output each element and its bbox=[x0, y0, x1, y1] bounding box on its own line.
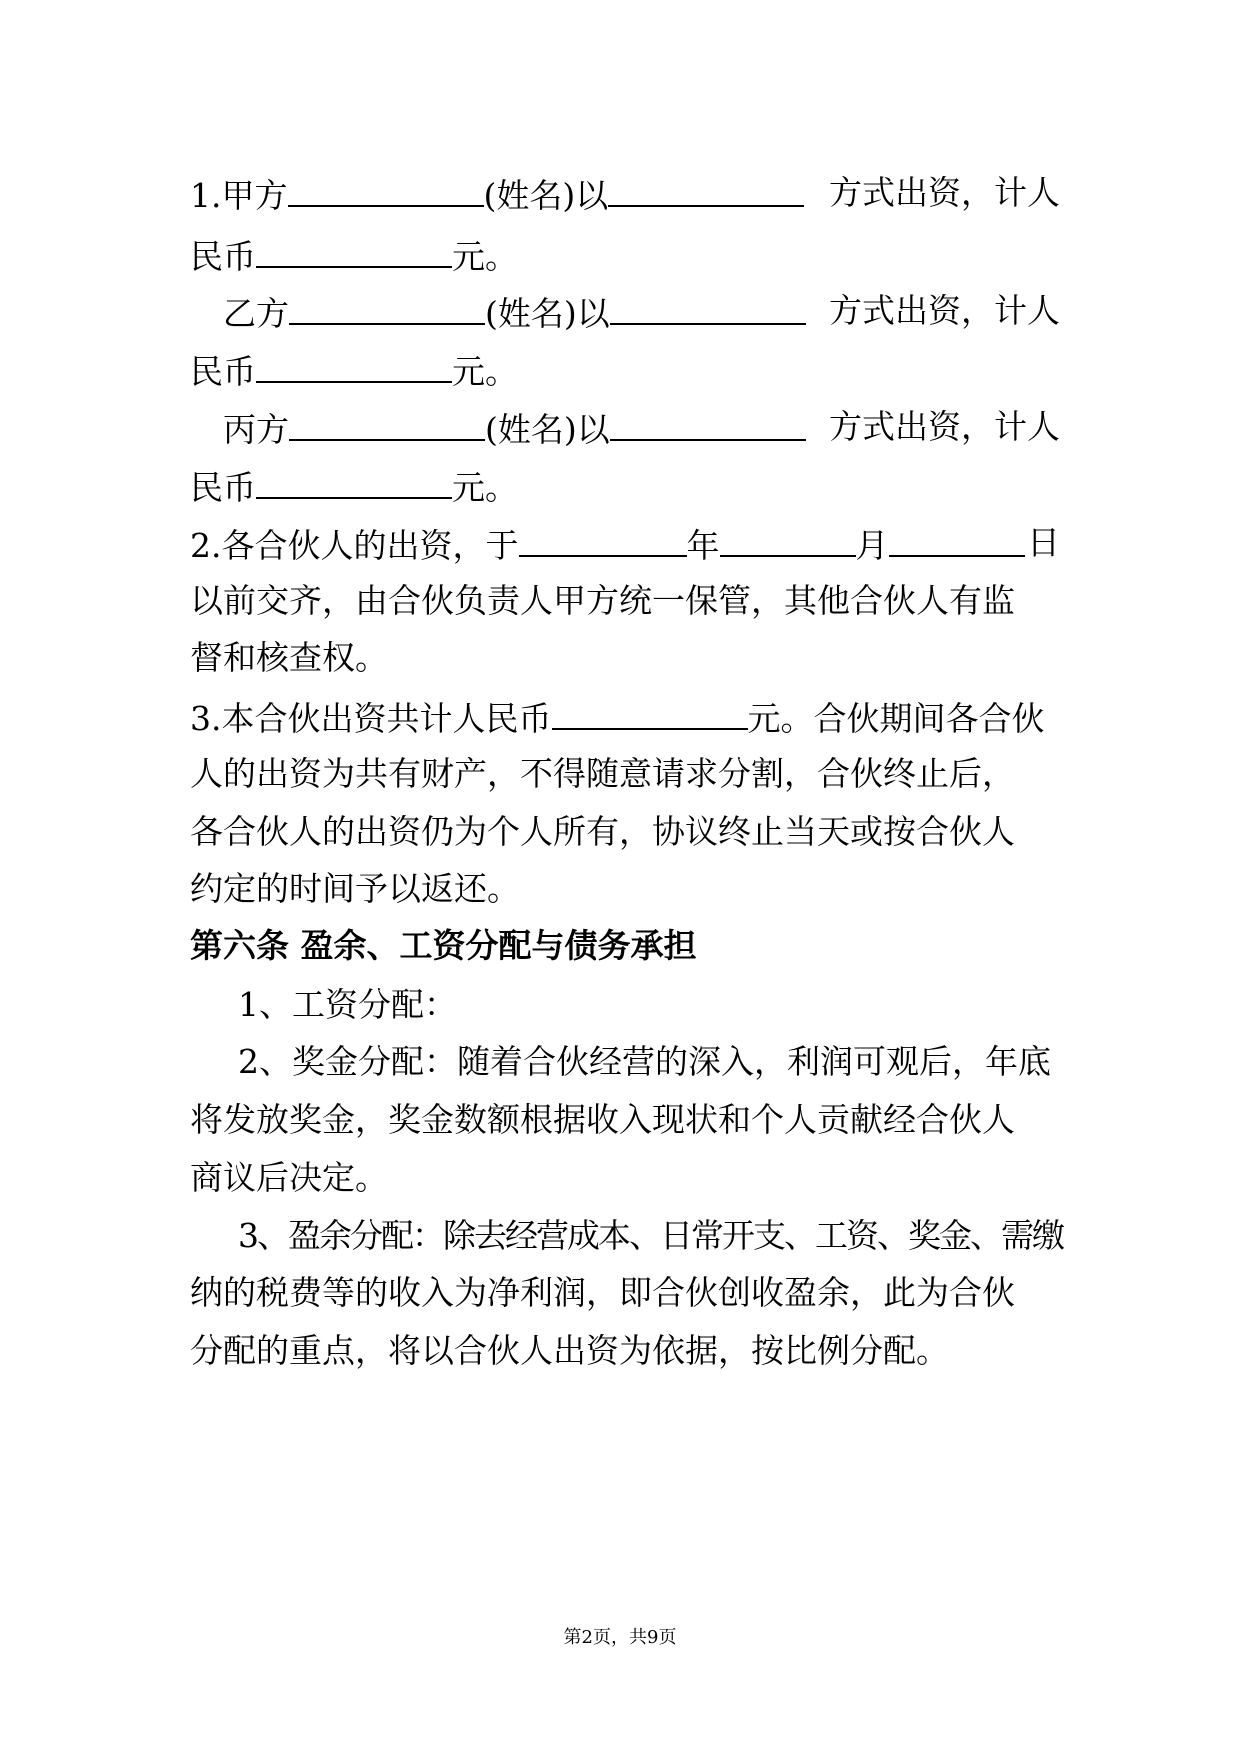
paragraph-text: 人的出资为共有财产，不得随意请求分割，合伙终止后， bbox=[190, 754, 1015, 793]
paragraph-text: 2、奖金分配：随着合伙经营的深入，利润可观后，年底 bbox=[238, 1042, 1051, 1081]
contribution-line-party-c bbox=[190, 405, 1060, 452]
blank-month bbox=[720, 521, 856, 557]
amount-suffix-c: 元。 bbox=[452, 468, 518, 507]
paragraph-text: 1、工资分配： bbox=[238, 985, 457, 1024]
name-suffix-a: (姓名)以 bbox=[483, 176, 609, 215]
section-heading: 第六条 盈余、工资分配与债务承担 bbox=[190, 926, 697, 965]
paragraph-text: 3、盈余分配：除去经营成本、日常开支、工资、奖金、需缴 bbox=[238, 1216, 1063, 1255]
blank-amount-a bbox=[256, 232, 452, 268]
blank-way-c bbox=[610, 405, 806, 441]
paragraph-text: 督和核查权。 bbox=[190, 638, 388, 677]
way-suffix-c: 方式出资，计人 bbox=[829, 407, 1060, 446]
paragraph-text: 纳的税费等的收入为净利润，即合伙创收盈余，此为合伙 bbox=[190, 1273, 1015, 1312]
blank-year bbox=[519, 521, 687, 557]
paragraph-text: 约定的时间予以返还。 bbox=[190, 869, 520, 908]
blank-name-c bbox=[289, 405, 485, 441]
day-label: 日 bbox=[1027, 523, 1060, 562]
blank-name-b bbox=[289, 289, 485, 325]
party-c-label: 丙方 bbox=[223, 410, 289, 449]
way-suffix-a: 方式出资，计人 bbox=[829, 173, 1060, 212]
total-contribution-line bbox=[190, 694, 1060, 741]
blank-way-b bbox=[610, 289, 806, 325]
deadline-line bbox=[190, 521, 1060, 568]
blank-way-a bbox=[608, 171, 804, 207]
blank-amount-c bbox=[256, 463, 452, 499]
contribution-line-party-a bbox=[190, 171, 1060, 218]
currency-label-c: 民币 bbox=[190, 468, 256, 507]
page-number-footer: 第2页，共9页 bbox=[563, 1627, 677, 1648]
amount-line-party-a bbox=[190, 232, 1060, 279]
paragraph-text: 以前交齐，由合伙负责人甲方统一保管，其他合伙人有监 bbox=[190, 581, 1015, 620]
party-b-label: 乙方 bbox=[223, 294, 289, 333]
contribution-line-party-b bbox=[190, 289, 1060, 336]
paragraph-text: 将发放奖金，奖金数额根据收入现状和个人贡献经合伙人 bbox=[190, 1100, 1015, 1139]
month-label: 月 bbox=[855, 526, 889, 565]
currency-label-b: 民币 bbox=[190, 352, 256, 391]
paragraph-text: 商议后决定。 bbox=[190, 1158, 388, 1197]
deadline-label: 2.各合伙人的出资，于 bbox=[190, 526, 519, 565]
paragraph-text: 分配的重点，将以合伙人出资为依据，按比例分配。 bbox=[190, 1331, 949, 1370]
amount-line-party-c bbox=[190, 463, 1060, 510]
amount-suffix-b: 元。 bbox=[452, 352, 518, 391]
amount-line-party-b bbox=[190, 347, 1060, 394]
name-suffix-c: (姓名)以 bbox=[485, 410, 610, 449]
blank-amount-b bbox=[256, 347, 452, 383]
blank-day bbox=[889, 521, 1025, 557]
way-suffix-b: 方式出资，计人 bbox=[829, 291, 1060, 330]
blank-total-amount bbox=[552, 694, 748, 730]
name-suffix-b: (姓名)以 bbox=[485, 294, 610, 333]
blank-name-a bbox=[288, 171, 484, 207]
total-label: 3.本合伙出资共计人民币 bbox=[190, 699, 552, 738]
amount-suffix-a: 元。 bbox=[452, 237, 518, 276]
total-suffix: 元。合伙期间各合伙 bbox=[747, 699, 1045, 738]
year-label: 年 bbox=[686, 526, 720, 565]
party-a-label: 1.甲方 bbox=[190, 176, 288, 215]
currency-label-a: 民币 bbox=[190, 237, 256, 276]
paragraph-text: 各合伙人的出资仍为个人所有，协议终止当天或按合伙人 bbox=[190, 812, 1015, 851]
